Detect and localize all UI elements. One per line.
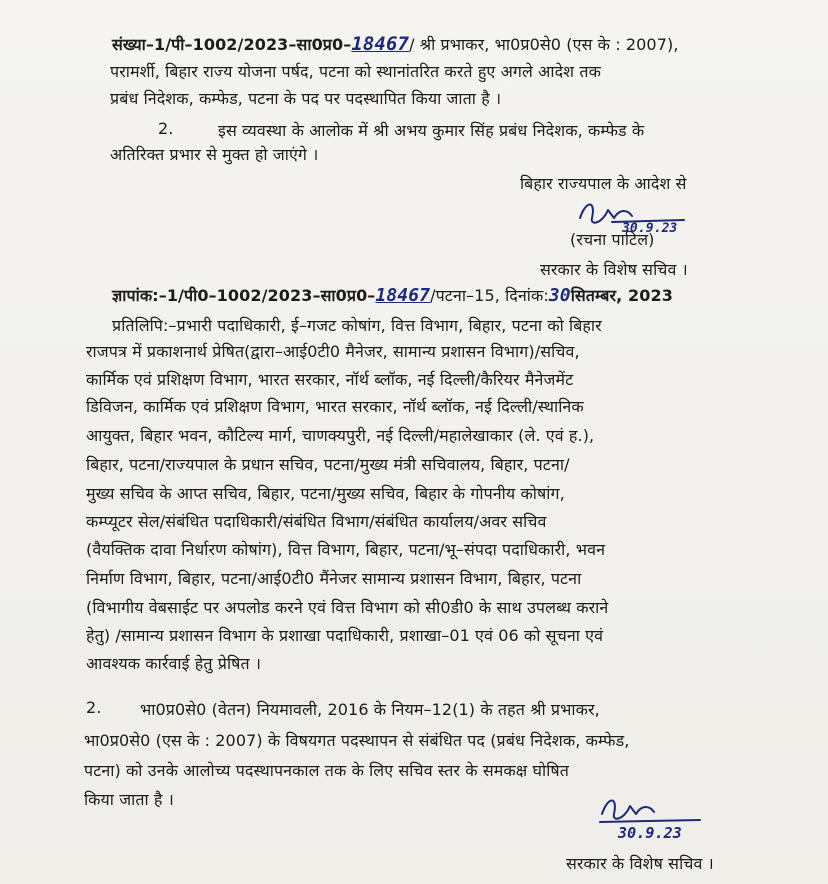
by-order-of-governor: बिहार राज्यपाल के आदेश से xyxy=(520,174,687,193)
copy-line: निर्माण विभाग, बिहार, पटना/आई0टी0 मैंनेजर सामान्य प्रशासन विभाग, बिहार, पटना xyxy=(86,569,582,588)
copy-line: डिविजन, कार्मिक एवं प्रशिक्षण विभाग, भारत सरकार, नॉर्थ ब्लॉक, नई दिल्ली/स्थानिक xyxy=(86,397,584,416)
order-number-suffix: / श्री प्रभाकर, भा0प्र0से0 (एस के : 2007), xyxy=(409,35,679,54)
copy-line: कम्प्यूटर सेल/संबंधित पदाधिकारी/संबंधित विभाग/संबंधित कार्यालय/अवर सचिव xyxy=(86,512,547,531)
signature-date: 30.9.23 xyxy=(622,221,678,236)
order-para2-line1: इस व्यवस्था के आलोक में श्री अभय कुमार सिंह प्रबंध निदेशक, कम्फेड के xyxy=(218,121,645,140)
order-line-3: प्रबंध निदेशक, कम्फेड, पटना के पद पर पदस्थापित किया जाता है । xyxy=(110,89,502,108)
signatory-title: सरकार के विशेष सचिव । xyxy=(540,260,688,279)
copy-line: आवश्यक कार्रवाई हेतु प्रेषित । xyxy=(86,654,262,673)
order-number-line xyxy=(112,35,679,54)
copy-line: हेतु) /सामान्य प्रशासन विभाग के प्रशाखा पदाधिकारी, प्रशाखा–01 एवं 06 को सूचना एवं xyxy=(86,626,604,645)
memo-para2-line: भा0प्र0से0 (एस के : 2007) के विषयगत पदस्थापन से संबंधित पद (प्रबंध निदेशक, कम्फेड, xyxy=(84,731,630,750)
copy-line: कार्मिक एवं प्रशिक्षण विभाग, भारत सरकार, नॉर्थ ब्लॉक, नई दिल्ली/कैरियर मैनेजमेंट xyxy=(86,370,574,389)
signatory-name: (रचना पाटिल) xyxy=(570,230,655,249)
order-line-2: परामर्शी, बिहार राज्य योजना पर्षद, पटना को स्थानांतरित करते हुए अगले आदेश तक xyxy=(110,62,601,81)
memo-prefix: ज्ञापांक:–1/पी0–1002/2023–सा0प्र0– xyxy=(112,286,376,305)
memo-date-day: 30 xyxy=(548,285,571,306)
order-number-prefix: संख्या–1/पी–1002/2023–सा0प्र0– xyxy=(112,35,352,54)
copy-line: बिहार, पटना/राज्यपाल के प्रधान सचिव, पटना/मुख्य मंत्री सचिवालय, बिहार, पटना/ xyxy=(86,455,570,474)
memo-place: /पटना–15, दिनांक: xyxy=(430,286,549,305)
order-para2-line2: अतिरिक्त प्रभार से मुक्त हो जाएंगे । xyxy=(110,145,319,164)
memo-para2-line: किया जाता है । xyxy=(84,790,174,809)
memo-date-rest: सितम्बर, 2023 xyxy=(570,286,673,305)
memo-handwritten-number: 18467 xyxy=(375,285,431,306)
copy-line: आयुक्त, बिहार भवन, कौटिल्य मार्ग, चाणक्यपुरी, नई दिल्ली/महालेखाकार (ले. एवं ह.), xyxy=(86,426,595,445)
copy-line: (विभागीय वेबसाईट पर अपलोड करने एवं वित्त विभाग को सी0डी0 के साथ उपलब्ध कराने xyxy=(86,598,609,617)
copy-line: मुख्य सचिव के आप्त सचिव, बिहार, पटना/मुख्य सचिव, बिहार के गोपनीय कोषांग, xyxy=(86,484,565,503)
copy-line: (वैयक्तिक दावा निर्धारण कोषांग), वित्त विभाग, बिहार, पटना/भू–संपदा पदाधिकारी, भवन xyxy=(86,540,606,559)
memo-para2-number: 2. xyxy=(86,698,102,717)
signature-date: 30.9.23 xyxy=(618,824,682,842)
copy-line: प्रतिलिपि:–प्रभारी पदाधिकारी, ई–गजट कोषांग, वित्त विभाग, बिहार, पटना को बिहार xyxy=(112,316,602,335)
memo-number-line xyxy=(112,287,673,305)
copy-line: राजपत्र में प्रकाशनार्थ प्रेषित(द्वारा–आई0टी0 मैनेजर, सामान्य प्रशासन विभाग)/सचिव, xyxy=(86,342,580,361)
memo-para2-line: भा0प्र0से0 (वेतन) नियमावली, 2016 के नियम–12(1) के तहत श्री प्रभाकर, xyxy=(140,700,600,719)
memo-signatory-title: सरकार के विशेष सचिव । xyxy=(566,854,714,873)
order-para2-number: 2. xyxy=(158,119,174,138)
order-handwritten-number: 18467 xyxy=(351,33,410,55)
memo-para2-line: पटना) को उनके आलोच्य पदस्थापनकाल तक के लिए सचिव स्तर के समकक्ष घोषित xyxy=(84,761,569,780)
